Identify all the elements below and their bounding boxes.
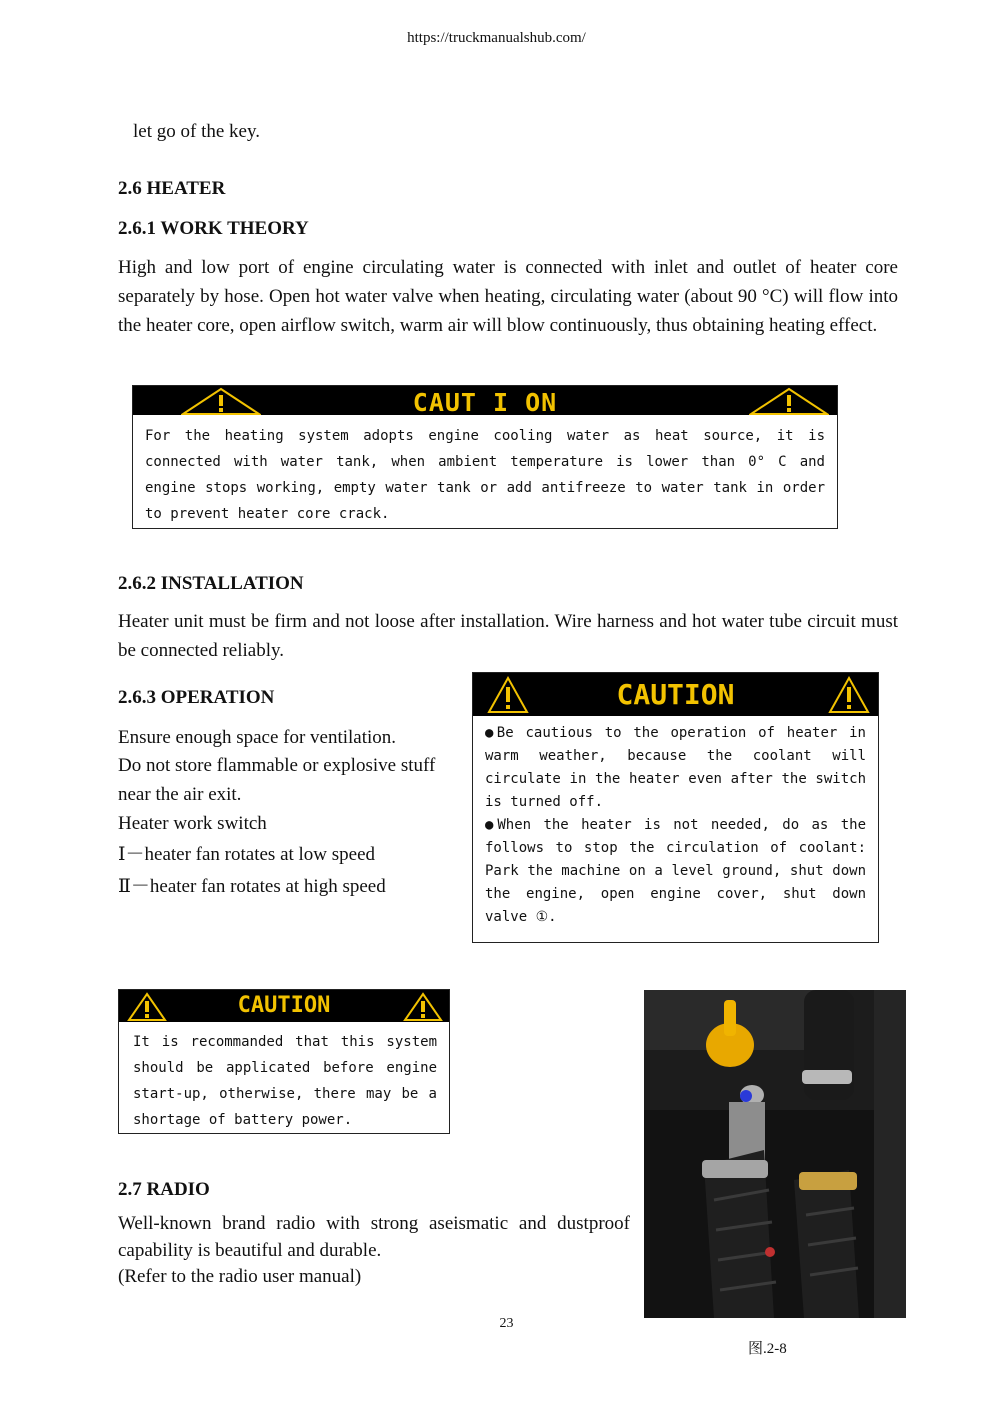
caution-title: CAUTION (237, 993, 331, 1018)
radio-text: Well-known brand radio with strong aseismatic and dustproof capability is beautiful and durable. (118, 1213, 630, 1261)
installation-text: Heater unit must be firm and not loose after installation. Wire harness and hot water tube circuit must be connected reliably. (118, 611, 898, 661)
header-url: https://truckmanualshub.com/ (407, 30, 586, 46)
work-theory-heading: 2.6.1 WORK THEORY (118, 218, 309, 239)
operation-line: near the air exit. (118, 784, 242, 805)
work-theory-text: High and low port of engine circulating water is connected with inlet and outlet of heater core separately by hose. Open hot water valve when heating, circulating water (about 90 °C) will flow into the heater core, open airflow switch, warm air will blow continuously, thus obtaining heating effect. (118, 257, 898, 336)
heater-valve-photo (644, 990, 906, 1318)
caution-title: CAUTION (616, 678, 735, 711)
caution-text: For the heating system adopts engine cooling water as heat source, it is connected with water tank, when ambient temperature is lower than 0° C and engine stops working, empty water tank or add antifreeze to water tank in order to prevent heater core crack. (145, 428, 825, 522)
radio-reference: (Refer to the radio user manual) (118, 1266, 362, 1287)
heater-heading: 2.6 HEATER (118, 178, 226, 199)
caution-banner (473, 673, 878, 716)
caution-text: It is recommanded that this system should be applicated before engine start-up, otherwise, there may be a shortage of battery power. (133, 1034, 437, 1128)
caution-box-heating (132, 385, 838, 529)
radio-heading: 2.7 RADIO (118, 1179, 210, 1200)
warning-triangle-icon (828, 676, 870, 714)
warning-triangle-icon (749, 387, 829, 415)
caution-bullet: ●When the heater is not needed, do as the follows to stop the circulation of coolant: Park the machine on a level ground, shut down the engine, open engine cover, shut down valve ①. (485, 817, 866, 925)
caution-banner (133, 386, 837, 415)
operation-line: Ⅱ－heater fan rotates at high speed (118, 876, 386, 897)
caution-title: CAUT I ON (412, 388, 558, 417)
operation-heading: 2.6.3 OPERATION (118, 687, 275, 708)
warning-triangle-icon (403, 992, 443, 1022)
caution-bullet: ●Be cautious to the operation of heater in warm weather, because the coolant will circulate in the heater even after the switch is turned off. (485, 725, 866, 810)
operation-line: Ⅰ－heater fan rotates at low speed (118, 844, 376, 865)
caution-banner (119, 990, 449, 1022)
caution-box-operation (472, 672, 879, 943)
operation-line: Ensure enough space for ventilation. (118, 727, 397, 748)
caution-box-startup (118, 989, 450, 1134)
operation-line: Heater work switch (118, 813, 267, 834)
operation-line: Do not store flammable or explosive stuff (118, 755, 436, 776)
figure-caption: 图.2-8 (748, 1341, 787, 1357)
page-number: 23 (499, 1316, 514, 1331)
installation-heading: 2.6.2 INSTALLATION (118, 573, 304, 594)
intro-text: let go of the key. (133, 121, 260, 142)
